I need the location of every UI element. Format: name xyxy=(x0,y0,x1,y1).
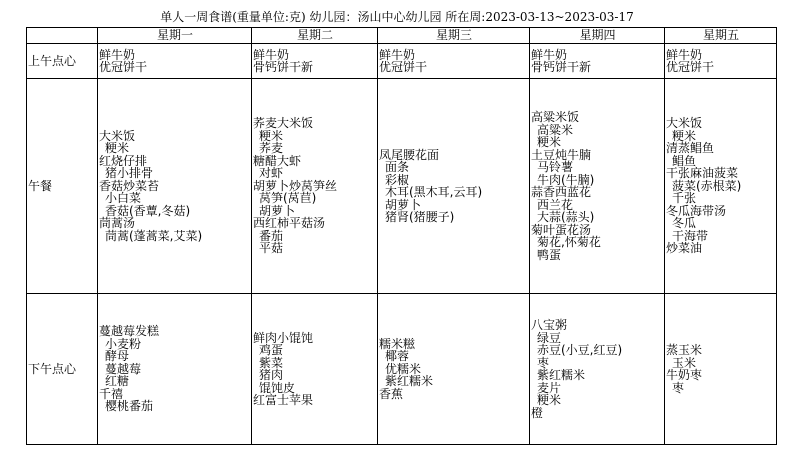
dish-name: 红富士苹果 xyxy=(253,393,314,407)
menu-cell xyxy=(98,44,252,79)
dish-name: 荞麦大米饭 xyxy=(253,116,314,131)
dish-name: 优冠饼干 xyxy=(379,60,428,74)
dish-name: 胡萝卜炒莴笋丝 xyxy=(253,178,338,193)
ingredient-item: 胡萝卜 xyxy=(259,203,296,218)
dish-name: 香菇炒菜苔 xyxy=(99,178,160,193)
ingredient-item: 冬瓜 xyxy=(672,216,697,231)
dish-name: 茼蒿汤 xyxy=(99,216,136,231)
ingredient-item: 枣 xyxy=(537,355,550,370)
dish-name: 蒸玉米 xyxy=(666,343,703,357)
ingredient-item: 粳米 xyxy=(259,128,284,143)
menu-cell xyxy=(378,79,530,294)
ingredient-item: 猪肾(猪腰子) xyxy=(385,210,455,224)
dish-name: 牛奶枣 xyxy=(666,368,703,382)
menu-cell xyxy=(530,294,665,445)
page-title: 单人一周食谱(重量单位:克) 幼儿园：汤山中心幼儿园 所在周:2023-03-13~2023-03-17 xyxy=(160,10,634,24)
menu-cell xyxy=(378,294,530,445)
dish-name: 糖醋大虾 xyxy=(253,153,302,168)
dish-name: 红烧仔排 xyxy=(99,153,148,168)
dish-name: 凤尾腰花面 xyxy=(379,147,440,162)
ingredient-item: 粳米 xyxy=(105,141,130,156)
ingredient-item: 鸭蛋 xyxy=(537,247,562,262)
ingredient-item: 椰蓉 xyxy=(385,349,410,364)
ingredient-item: 番茄 xyxy=(259,228,284,243)
dish-name: 香蕉 xyxy=(379,386,404,401)
meal-row-morning-snack xyxy=(27,44,777,79)
ingredient-item: 大蒜(蒜头) xyxy=(537,210,595,224)
ingredient-item: 粳米 xyxy=(537,135,562,149)
ingredient-item: 紫菜 xyxy=(259,355,284,370)
ingredient-item: 鸡蛋 xyxy=(259,343,284,357)
ingredient-item: 绿豆 xyxy=(537,330,562,345)
day-header-tue: 星期二 xyxy=(252,28,378,44)
ingredient-item: 馄饨皮 xyxy=(259,380,296,395)
menu-cell xyxy=(252,294,378,445)
dish-name: 骨钙饼干新 xyxy=(253,60,314,74)
dish-name: 高粱米饭 xyxy=(531,110,580,124)
dish-name: 蔓越莓发糕 xyxy=(99,324,160,339)
dish-name: 鲜牛奶 xyxy=(531,47,568,62)
ingredient-item: 莴笋(莴苣) xyxy=(259,191,317,206)
ingredient-item: 猪小排骨 xyxy=(105,166,154,181)
ingredient-item: 赤豆(小豆,红豆) xyxy=(537,343,623,357)
ingredient-item: 胡萝卜 xyxy=(385,197,422,212)
ingredient-item: 千张 xyxy=(672,191,697,206)
ingredient-item: 平菇 xyxy=(259,241,284,256)
day-header-thu: 星期四 xyxy=(530,28,665,44)
day-header-mon: 星期一 xyxy=(98,28,252,44)
dish-name: 千禧 xyxy=(99,386,124,401)
ingredient-item: 优糯米 xyxy=(385,361,422,376)
dish-name: 鲜牛奶 xyxy=(99,47,136,62)
dish-name: 冬瓜海带汤 xyxy=(666,203,727,218)
day-header-wed: 星期三 xyxy=(378,28,530,44)
ingredient-item: 小麦粉 xyxy=(105,336,142,351)
menu-cell xyxy=(530,44,665,79)
meal-label: 下午点心 xyxy=(27,294,98,445)
ingredient-item: 猪肉 xyxy=(259,368,284,382)
dish-name: 骨钙饼干新 xyxy=(531,60,592,74)
dish-name: 大米饭 xyxy=(99,128,136,143)
dish-name: 鲜肉小馄饨 xyxy=(253,330,314,345)
ingredient-item: 紫红糯米 xyxy=(385,374,434,389)
ingredient-item: 樱桃番茄 xyxy=(105,399,154,414)
dish-name: 糯米糍 xyxy=(379,336,416,351)
meal-label: 午餐 xyxy=(27,79,98,294)
menu-cell xyxy=(98,294,252,445)
dish-name: 鲜牛奶 xyxy=(666,47,703,62)
menu-cell xyxy=(378,44,530,79)
dish-name: 大米饭 xyxy=(666,116,703,131)
dish-name: 优冠饼干 xyxy=(666,60,715,74)
dish-name: 土豆炖牛腩 xyxy=(531,147,592,162)
ingredient-item: 粳米 xyxy=(672,128,697,143)
ingredient-item: 面条 xyxy=(385,160,410,174)
menu-cell xyxy=(665,294,777,445)
dish-name: 八宝粥 xyxy=(531,318,568,332)
ingredient-item: 菊花,怀菊花 xyxy=(537,235,601,249)
weekly-menu-table xyxy=(26,27,777,445)
dish-name: 西红柿平菇汤 xyxy=(253,216,326,231)
ingredient-item: 西兰花 xyxy=(537,197,574,212)
menu-cell xyxy=(665,79,777,294)
ingredient-item: 枣 xyxy=(672,380,685,395)
ingredient-item: 荞麦 xyxy=(259,141,284,156)
dish-name: 橙 xyxy=(531,405,544,420)
ingredient-item: 木耳(黑木耳,云耳) xyxy=(385,185,483,199)
ingredient-item: 玉米 xyxy=(672,355,697,370)
ingredient-item: 酵母 xyxy=(105,349,130,364)
meal-row-afternoon-snack xyxy=(27,294,777,445)
day-header-fri: 星期五 xyxy=(665,28,777,44)
ingredient-item: 小白菜 xyxy=(105,191,142,206)
ingredient-item: 干海带 xyxy=(672,228,709,243)
ingredient-item: 马铃薯 xyxy=(537,160,574,174)
ingredient-item: 菠菜(赤根菜) xyxy=(672,178,742,193)
dish-name: 鲜牛奶 xyxy=(253,47,290,62)
ingredient-item: 香菇(香蕈,冬菇) xyxy=(105,203,191,218)
dish-name: 清蒸鲳鱼 xyxy=(666,141,715,156)
dish-name: 蒜香西蓝花 xyxy=(531,185,592,199)
corner-cell xyxy=(27,28,98,44)
ingredient-item: 粳米 xyxy=(537,393,562,407)
ingredient-item: 牛肉(牛腩) xyxy=(537,172,595,187)
header-row xyxy=(27,28,777,44)
menu-cell xyxy=(98,79,252,294)
ingredient-item: 麦片 xyxy=(537,380,562,395)
ingredient-item: 高粱米 xyxy=(537,122,574,137)
dish-name: 炒菜油 xyxy=(666,241,703,256)
meal-row-lunch xyxy=(27,79,777,294)
menu-cell xyxy=(665,44,777,79)
meal-label: 上午点心 xyxy=(27,44,98,79)
ingredient-item: 茼蒿(蓬蒿菜,艾菜) xyxy=(105,228,203,243)
ingredient-item: 蔓越莓 xyxy=(105,361,142,376)
ingredient-item: 红糖 xyxy=(105,374,130,389)
dish-name: 菊叶蛋花汤 xyxy=(531,222,592,237)
dish-name: 干张麻油菠菜 xyxy=(666,166,739,181)
dish-name: 优冠饼干 xyxy=(99,60,148,74)
menu-cell xyxy=(252,79,378,294)
menu-cell xyxy=(252,44,378,79)
ingredient-item: 紫红糯米 xyxy=(537,368,586,382)
menu-cell xyxy=(530,79,665,294)
ingredient-item: 对虾 xyxy=(259,166,284,181)
dish-name: 鲜牛奶 xyxy=(379,47,416,62)
ingredient-item: 鲳鱼 xyxy=(672,153,697,168)
ingredient-item: 彩椒 xyxy=(385,172,410,187)
